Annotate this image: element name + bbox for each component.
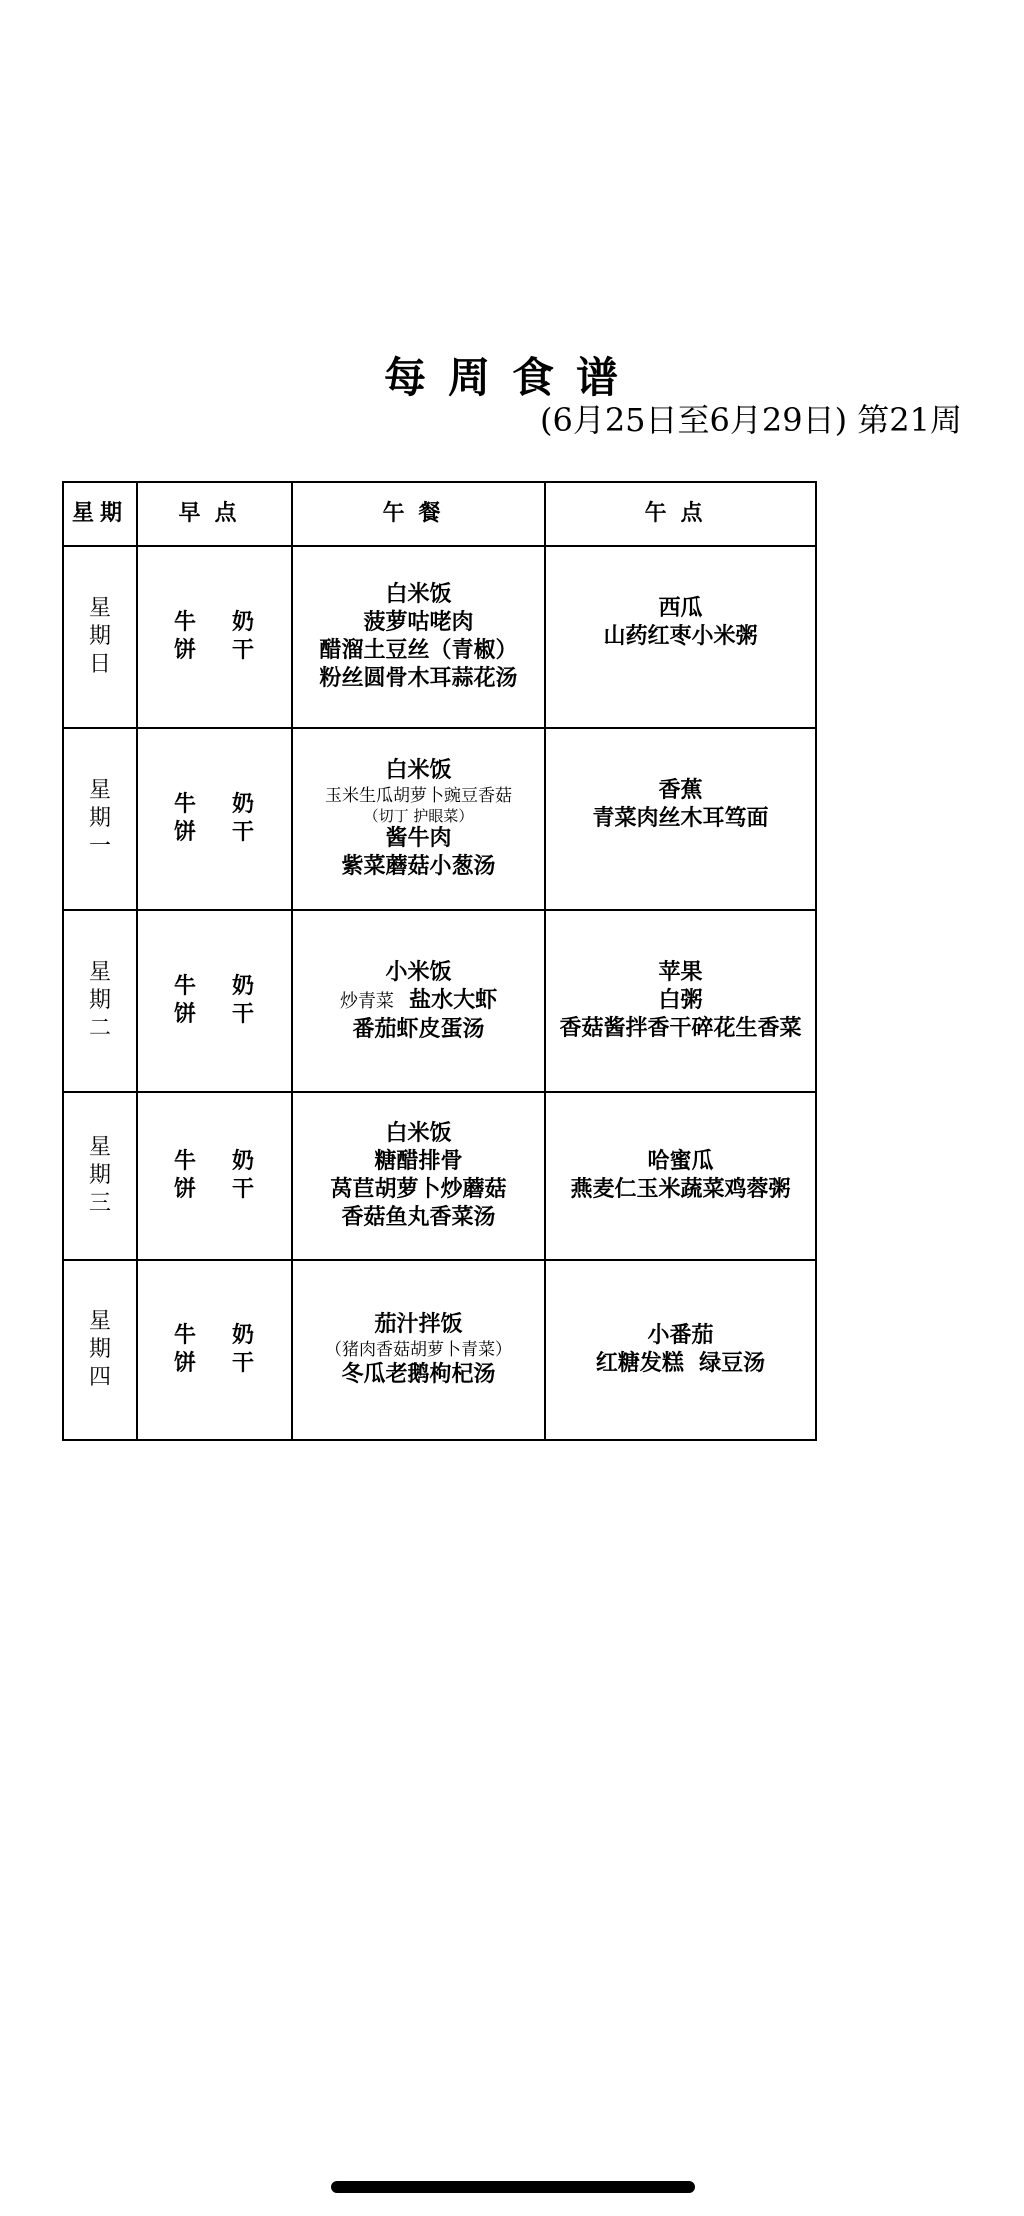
breakfast-item: 奶 bbox=[232, 792, 255, 817]
lunch-item: 玉米生瓜胡萝卜豌豆香菇 bbox=[325, 786, 512, 806]
lunch-item: 白米饭 bbox=[385, 758, 452, 783]
day-char: 三 bbox=[88, 1191, 111, 1216]
lunch-cell bbox=[292, 910, 545, 1092]
lunch-cell bbox=[292, 728, 545, 910]
snack-item: 哈蜜瓜 bbox=[647, 1149, 714, 1174]
snack-cell bbox=[545, 910, 816, 1092]
snack-cell bbox=[545, 1092, 816, 1260]
day-char: 二 bbox=[88, 1016, 111, 1041]
snack-item: 青菜肉丝木耳笃面 bbox=[592, 806, 769, 831]
snack-item: 红糖发糕 bbox=[595, 1351, 684, 1376]
breakfast-cell bbox=[137, 910, 292, 1092]
day-char: 期 bbox=[88, 624, 111, 649]
table-row bbox=[63, 546, 816, 728]
lunch-item: 茄汁拌饭 bbox=[374, 1312, 463, 1337]
menu-table bbox=[62, 481, 817, 1441]
day-char: 期 bbox=[88, 1163, 111, 1188]
lunch-item: 香菇鱼丸香菜汤 bbox=[341, 1205, 496, 1230]
day-char: 星 bbox=[88, 778, 111, 803]
lunch-note: （猪肉香菇胡萝卜青菜） bbox=[325, 1340, 512, 1360]
breakfast-item: 牛 bbox=[174, 1149, 197, 1174]
breakfast-item: 干 bbox=[232, 1351, 255, 1376]
breakfast-item: 奶 bbox=[232, 610, 255, 635]
breakfast-item: 奶 bbox=[232, 974, 255, 999]
breakfast-item: 干 bbox=[232, 1177, 255, 1202]
table-row bbox=[63, 1092, 816, 1260]
lunch-item: 番茄虾皮蛋汤 bbox=[352, 1016, 485, 1042]
snack-item: 香菇酱拌香干碎花生香菜 bbox=[559, 1016, 802, 1041]
day-char: 日 bbox=[88, 652, 111, 677]
day-cell bbox=[63, 1260, 137, 1440]
day-char: 星 bbox=[88, 960, 111, 985]
snack-item: 西瓜 bbox=[658, 596, 703, 621]
breakfast-item: 饼 bbox=[174, 820, 197, 845]
breakfast-item: 牛 bbox=[174, 974, 197, 999]
snack-item: 燕麦仁玉米蔬菜鸡蓉粥 bbox=[570, 1177, 791, 1202]
day-char: 一 bbox=[88, 834, 111, 859]
day-char: 星 bbox=[88, 1135, 111, 1160]
lunch-cell bbox=[292, 1092, 545, 1260]
breakfast-item: 干 bbox=[232, 638, 255, 663]
snack-item: 山药红枣小米粥 bbox=[603, 624, 758, 649]
lunch-item: 紫菜蘑菇小葱汤 bbox=[341, 854, 496, 879]
breakfast-item: 饼 bbox=[174, 1002, 197, 1027]
breakfast-item: 牛 bbox=[174, 1323, 197, 1348]
day-char: 期 bbox=[88, 806, 111, 831]
lunch-cell bbox=[292, 546, 545, 728]
lunch-item: 冬瓜老鹅枸杞汤 bbox=[341, 1362, 496, 1387]
day-char: 期 bbox=[88, 1337, 111, 1362]
lunch-item: 菠萝咕咾肉 bbox=[363, 610, 474, 635]
snack-cell bbox=[545, 728, 816, 910]
page-title: 每周食谱 bbox=[383, 353, 640, 402]
header-breakfast: 早点 bbox=[137, 482, 292, 546]
breakfast-item: 饼 bbox=[174, 1351, 197, 1376]
header-day: 星期 bbox=[63, 482, 137, 546]
snack-item: 白粥 bbox=[658, 988, 703, 1013]
breakfast-item: 干 bbox=[232, 1002, 255, 1027]
breakfast-item: 牛 bbox=[174, 610, 197, 635]
lunch-note: （切丁 护眼菜） bbox=[363, 807, 474, 825]
table-row bbox=[63, 1260, 816, 1440]
home-indicator[interactable] bbox=[331, 2181, 695, 2193]
lunch-item: 糖醋排骨 bbox=[374, 1149, 463, 1174]
day-char: 四 bbox=[88, 1365, 111, 1390]
header-snack: 午点 bbox=[545, 482, 816, 546]
snack-item: 绿豆汤 bbox=[699, 1351, 766, 1376]
snack-item: 小番茄 bbox=[647, 1323, 714, 1348]
table-row bbox=[63, 728, 816, 910]
lunch-item: 白米饭 bbox=[385, 1121, 452, 1146]
breakfast-cell bbox=[137, 728, 292, 910]
lunch-item: 粉丝圆骨木耳蒜花汤 bbox=[319, 666, 518, 691]
lunch-item: 醋溜土豆丝（青椒） bbox=[319, 638, 518, 663]
lunch-item: 盐水大虾 bbox=[409, 987, 498, 1013]
breakfast-cell bbox=[137, 1092, 292, 1260]
day-cell bbox=[63, 728, 137, 910]
lunch-item: 白米饭 bbox=[385, 582, 452, 607]
breakfast-item: 奶 bbox=[232, 1323, 255, 1348]
breakfast-cell bbox=[137, 1260, 292, 1440]
day-cell bbox=[63, 1092, 137, 1260]
table-header-row bbox=[63, 482, 816, 546]
breakfast-item: 饼 bbox=[174, 1177, 197, 1202]
breakfast-item: 干 bbox=[232, 820, 255, 845]
snack-cell bbox=[545, 546, 816, 728]
day-char: 星 bbox=[88, 596, 111, 621]
lunch-item: 酱牛肉 bbox=[385, 826, 452, 851]
day-cell bbox=[63, 546, 137, 728]
snack-item: 香蕉 bbox=[658, 778, 703, 803]
breakfast-item: 奶 bbox=[232, 1149, 255, 1174]
snack-cell bbox=[545, 1260, 816, 1440]
breakfast-item: 牛 bbox=[174, 792, 197, 817]
breakfast-item: 饼 bbox=[174, 638, 197, 663]
lunch-item: 小米饭 bbox=[385, 959, 452, 985]
day-char: 星 bbox=[88, 1309, 111, 1334]
day-cell bbox=[63, 910, 137, 1092]
breakfast-cell bbox=[137, 546, 292, 728]
day-char: 期 bbox=[88, 988, 111, 1013]
lunch-cell bbox=[292, 1260, 545, 1440]
table-row bbox=[63, 910, 816, 1092]
lunch-item: 炒青菜 bbox=[339, 990, 394, 1012]
snack-item: 苹果 bbox=[658, 960, 703, 985]
header-lunch: 午餐 bbox=[292, 482, 545, 546]
lunch-item: 莴苣胡萝卜炒蘑菇 bbox=[330, 1177, 507, 1202]
date-range: (6月25日至6月29日) 第21周 bbox=[539, 401, 962, 439]
